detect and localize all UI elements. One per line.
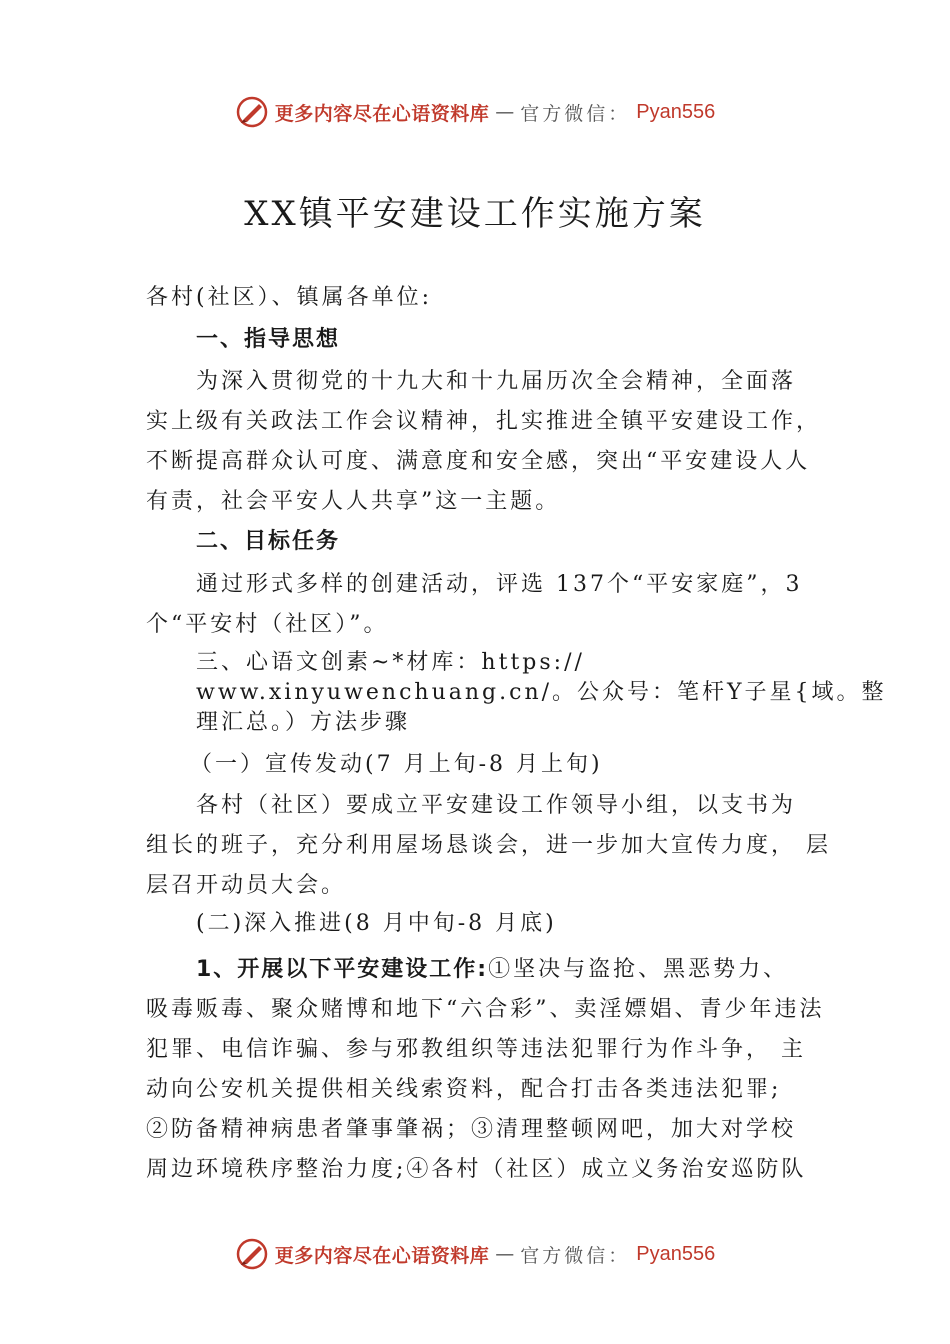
salutation: 各村(社区）、镇属各单位: (146, 285, 432, 310)
subsection-1-body (146, 786, 836, 906)
text-line: 组长的班子，充分利用屋场恳谈会，进一步加大宣传力度， 层 (146, 833, 831, 858)
text-line: 为深入贯彻党的十九大和十九届历次全会精神，全面落 (196, 369, 797, 394)
section-2-heading: 二、目标任务 (196, 529, 341, 554)
item-1-first-text: ①坚决与盗抢、黑恶势力、 (488, 957, 789, 982)
banner-wechat-id: Pyan556 (636, 1242, 716, 1265)
item-1-body (146, 950, 836, 1190)
banner-wechat-label: 官方微信： (520, 102, 631, 125)
text-line: 个“平安村（社区）”。 (146, 612, 389, 637)
subsection-1-heading: （一）宣传发动(7 月上旬-8 月上旬) (190, 752, 603, 777)
header-banner (0, 92, 950, 132)
item-1-first-line (146, 950, 836, 990)
text-line: 不断提高群众认可度、满意度和安全感，突出“平安建设人人 (146, 449, 811, 474)
pen-brush-logo-icon (235, 1237, 269, 1271)
section-3-heading (146, 648, 887, 738)
text-line: 三、心语文创素~*材库：https:// (196, 650, 585, 675)
text-line: 周边环境秩序整治力度;④各村（社区）成立义务治安巡防队 (146, 1157, 807, 1182)
section-1-body (146, 362, 836, 522)
text-line: 层召开动员大会。 (146, 873, 347, 898)
document-title: XX镇平安建设工作实施方案 (244, 194, 706, 234)
subsection-2-heading: (二)深入推进(8 月中旬-8 月底) (196, 911, 557, 936)
item-1-label: 1、开展以下平安建设工作: (196, 957, 489, 982)
text-line: 理汇总。）方法步骤 (196, 710, 411, 735)
text-line: 有责，社会平安人人共享”这一主题。 (146, 489, 561, 514)
section-2-body (146, 565, 836, 645)
text-line: ②防备精神病患者肇事肇祸；③清理整顿网吧，加大对学校 (146, 1117, 797, 1142)
footer-banner (0, 1234, 950, 1274)
banner-slogan: 更多内容尽在心语资料库 (274, 102, 490, 125)
banner-dash: — (495, 101, 515, 123)
text-line: www.xinyuwenchuang.cn/。公众号：笔杆Y子星{域。整 (196, 680, 887, 705)
banner-slogan: 更多内容尽在心语资料库 (274, 1244, 490, 1267)
text-line: 通过形式多样的创建活动，评选 137个“平安家庭”，3 (196, 572, 803, 597)
banner-wechat-id: Pyan556 (636, 100, 716, 123)
banner-wechat-label: 官方微信： (520, 1244, 631, 1267)
banner-dash: — (495, 1243, 515, 1265)
text-line: 吸毒贩毒、聚众赌博和地下“六合彩”、卖淫嫖娼、青少年违法 (146, 997, 825, 1022)
text-line: 各村（社区）要成立平安建设工作领导小组，以支书为 (196, 793, 797, 818)
text-line: 动向公安机关提供相关线索资料，配合打击各类违法犯罪; (146, 1077, 782, 1102)
text-line: 犯罪、电信诈骗、参与邪教组织等违法犯罪行为作斗争， 主 (146, 1037, 806, 1062)
pen-brush-logo-icon (235, 95, 269, 129)
section-1-heading: 一、指导思想 (196, 327, 341, 352)
text-line: 实上级有关政法工作会议精神，扎实推进全镇平安建设工作， (146, 409, 822, 434)
